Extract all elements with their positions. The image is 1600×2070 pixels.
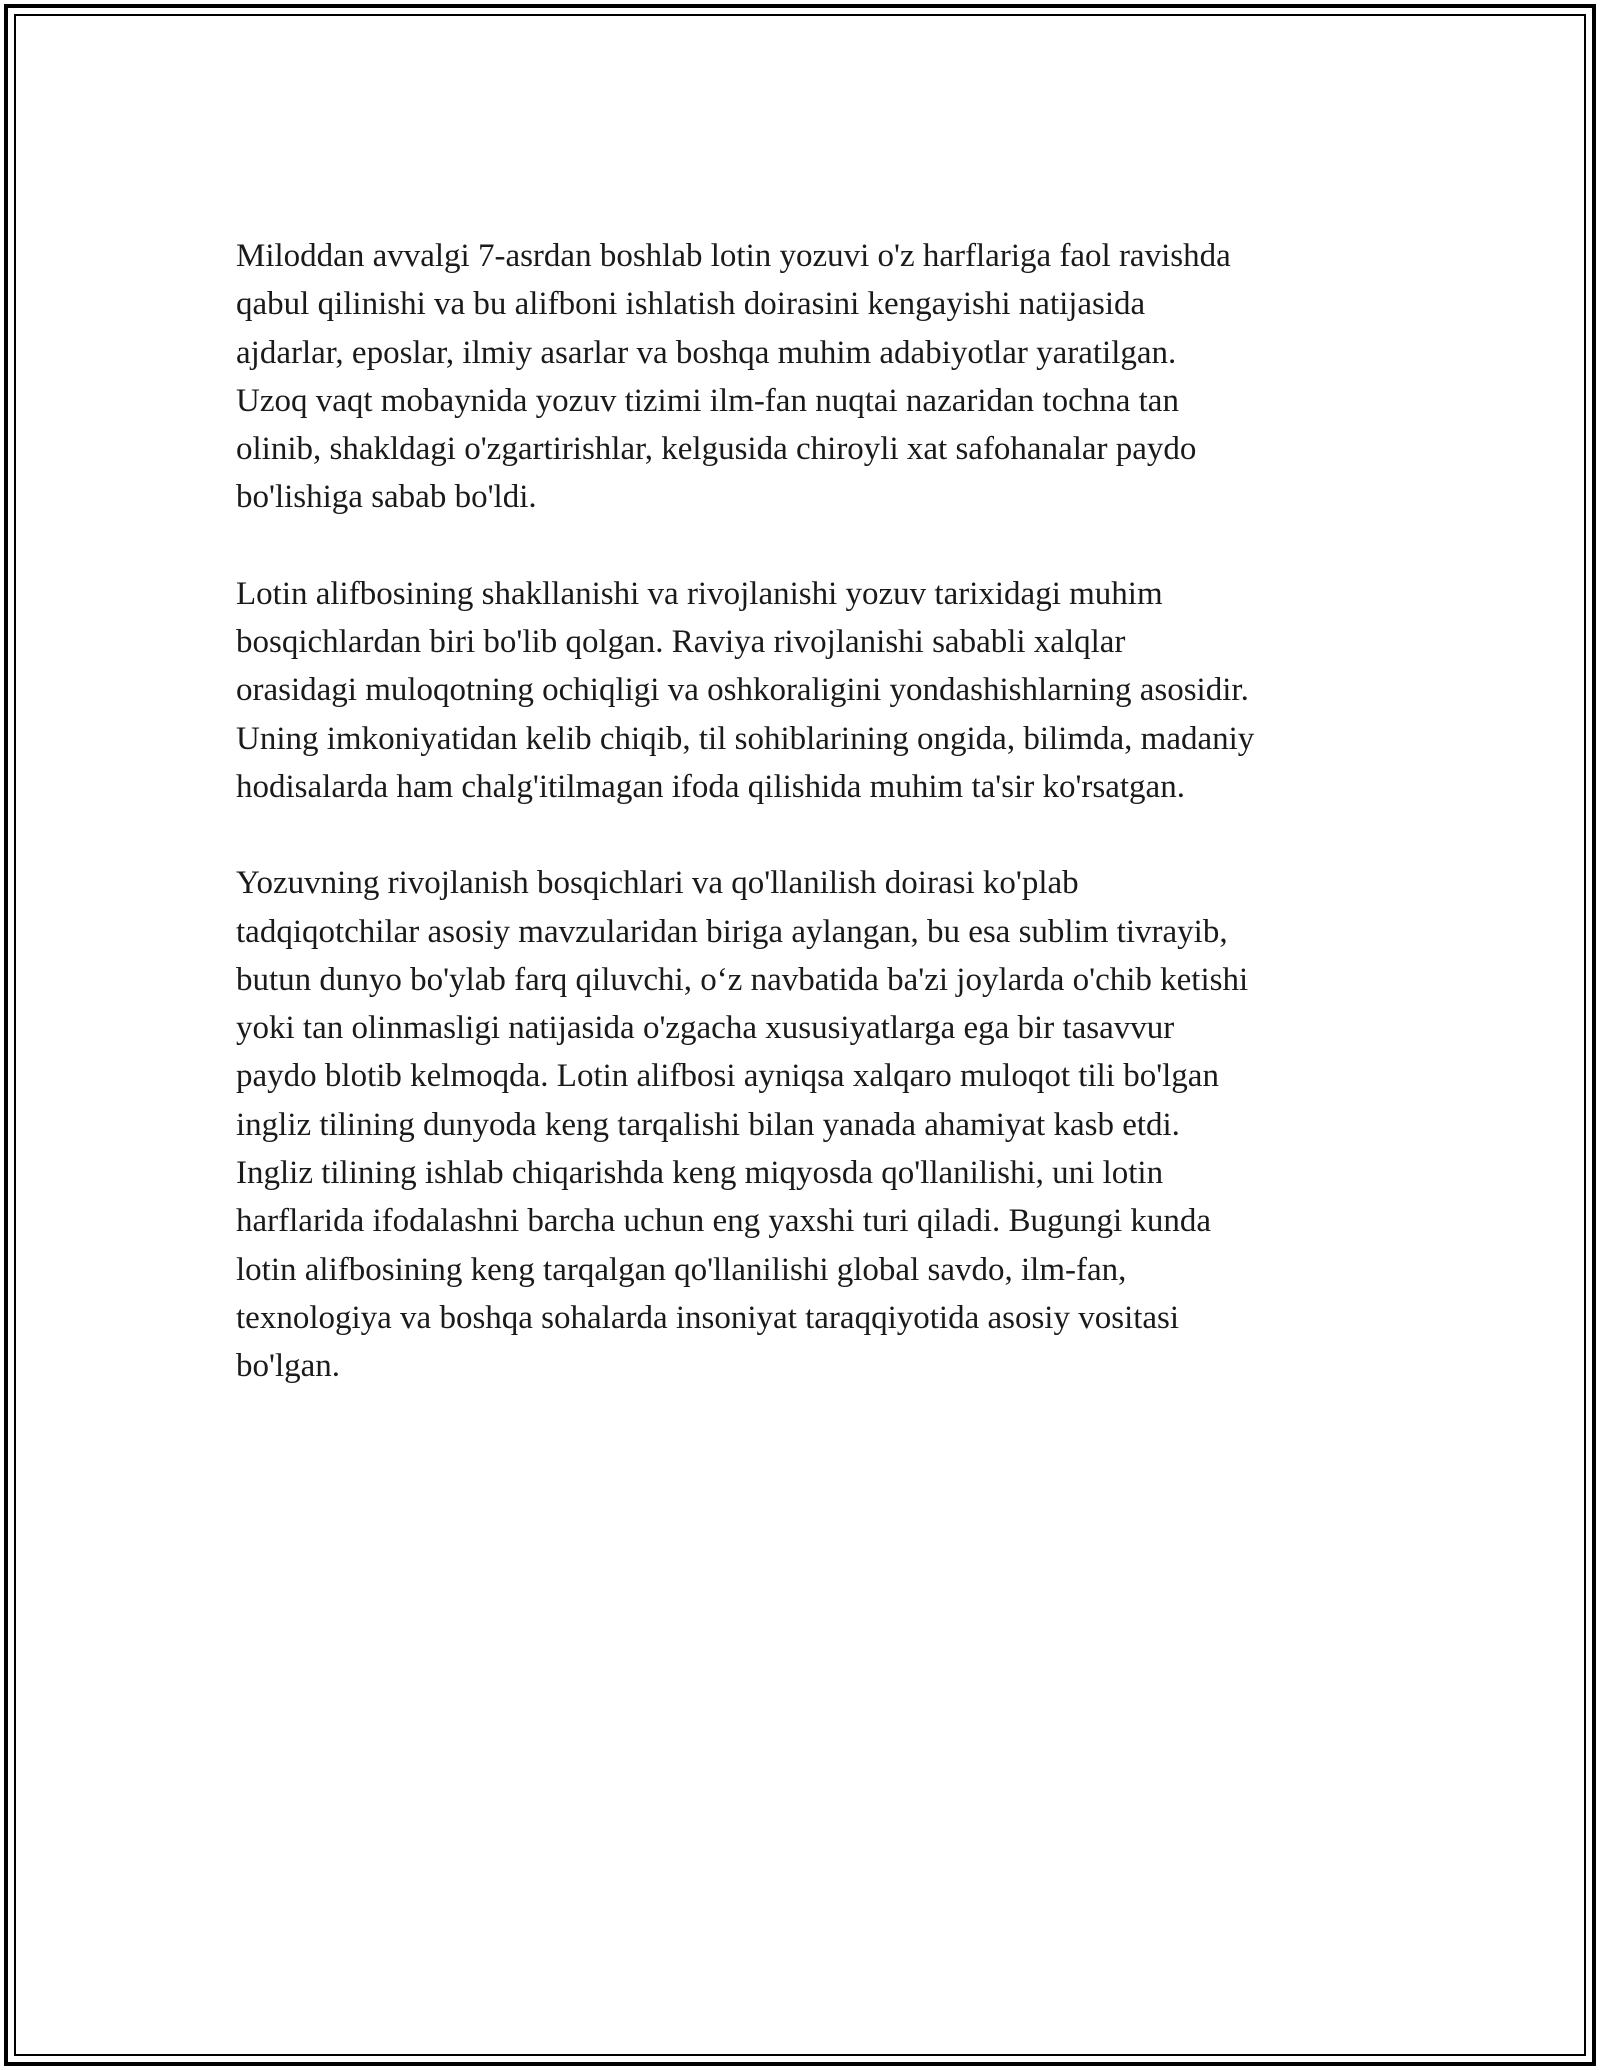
paragraph-1: Miloddan avvalgi 7-asrdan boshlab lotin yozuvi o'z harflariga faol ravishda qabul qilinishi va bu alifboni ishlatish doirasini kengayishi natijasida ajdarlar, eposlar, ilmiy asarlar va boshqa muhim adabiyotlar yaratilgan. Uzoq vaqt mobaynida yozuv tizimi ilm-fan nuqtai nazaridan tochna tan olinib, shakldagi o'zgartirishlar, kelgusida chiroyli xat safohanalar paydo bo'lishiga sabab bo'ldi. — [236, 238, 1231, 516]
paragraph-3: Yozuvning rivojlanish bosqichlari va qo'llanilish doirasi ko'plab tadqiqotchilar asosiy mavzularidan biriga aylangan, bu esa sublim tivrayib, butun dunyo bo'ylab farq qiluvchi, o‘z navbatida ba'zi joylarda o'chib ketishi yoki tan olinmasligi natijasida o'zgacha xususiyatlarga ega bir tasavvur paydo blotib kelmoqda. Lotin alifbosi ayniqsa xalqaro muloqot tili bo'lgan ingliz tilining dunyoda keng tarqalishi bilan yanada ahamiyat kasb etdi. Ingliz tilining ishlab chiqarishda keng miqyosda qo'llanilishi, uni lotin harflarida ifodalashni barcha uchun eng yaxshi turi qiladi. Bugungi kunda lotin alifbosining keng tarqalgan qo'llanilishi global savdo, ilm-fan, texnologiya va boshqa sohalarda insoniyat taraqqiyotida asosiy vositasi bo'lgan. — [236, 865, 1249, 1385]
paragraph-2: Lotin alifbosining shakllanishi va rivojlanishi yozuv tarixidagi muhim bosqichlardan biri bo'lib qolgan. Raviya rivojlanishi sababli xalqlar orasidagi muloqotning ochiqligi va oshkoraligini yondashishlarning asosidir. Uning imkoniyatidan kelib chiqib, til sohiblarining ongida, bilimda, madaniy hodisalarda ham chalg'itilmagan ifoda qilishida muhim ta'sir ko'rsatgan. — [236, 575, 1255, 805]
document-body — [236, 232, 1386, 1439]
